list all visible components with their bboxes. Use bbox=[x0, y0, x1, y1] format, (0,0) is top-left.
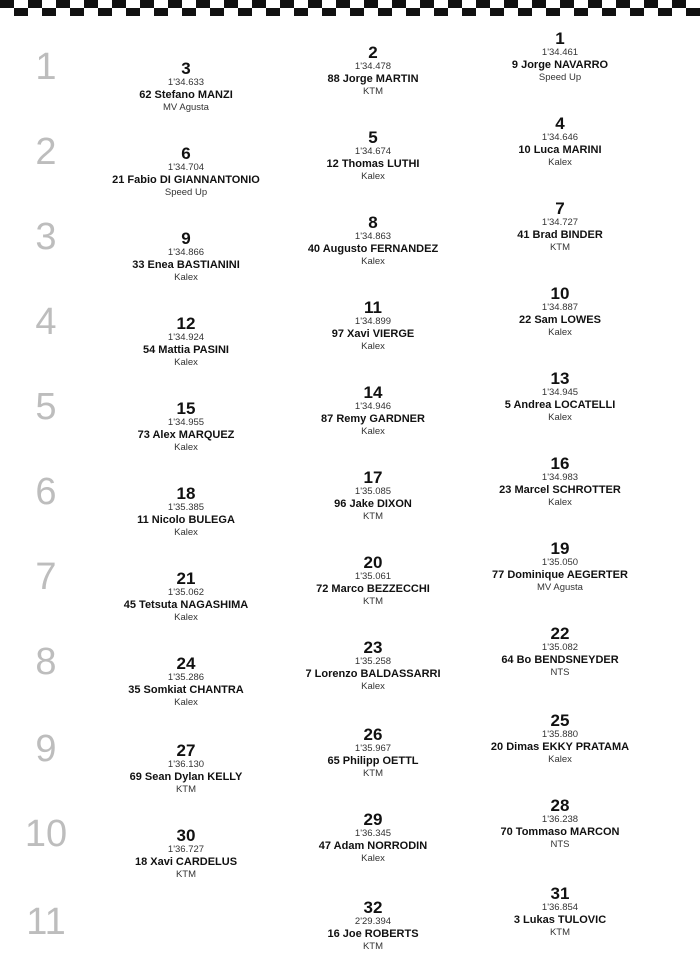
grid-row bbox=[0, 797, 700, 883]
lap-time: 1'34.863 bbox=[354, 231, 392, 242]
rider-name: 69 Sean Dylan KELLY bbox=[129, 770, 243, 783]
lap-time: 1'36.727 bbox=[167, 844, 205, 855]
grid-position: 4 bbox=[555, 114, 565, 133]
rider-name: 88 Jorge MARTIN bbox=[327, 72, 419, 85]
rider-name: 54 Mattia PASINI bbox=[143, 343, 229, 356]
grid-slot bbox=[460, 455, 660, 507]
grid-row bbox=[0, 712, 700, 798]
rider-name: 23 Marcel SCHROTTER bbox=[499, 483, 621, 496]
lap-time: 1'34.478 bbox=[354, 61, 392, 72]
team-name: KTM bbox=[362, 510, 384, 522]
grid-position: 27 bbox=[176, 741, 196, 760]
grid-position: 22 bbox=[550, 624, 570, 643]
lap-time: 1'35.050 bbox=[541, 557, 579, 568]
team-name: Kalex bbox=[548, 411, 572, 423]
rider-name: 77 Dominique AEGERTER bbox=[492, 568, 628, 581]
grid-position: 8 bbox=[368, 213, 378, 232]
rider-name: 40 Augusto FERNANDEZ bbox=[307, 242, 439, 255]
grid-position: 23 bbox=[363, 638, 383, 657]
grid-slot bbox=[460, 797, 660, 849]
lap-time: 1'34.866 bbox=[167, 247, 205, 258]
lap-time: 1'34.646 bbox=[541, 132, 579, 143]
grid-row-number: 10 bbox=[24, 813, 68, 855]
rider-name: 73 Alex MARQUEZ bbox=[137, 428, 235, 441]
lap-time: 1'34.704 bbox=[167, 162, 205, 173]
grid-slot bbox=[86, 742, 286, 794]
grid-row-number: 8 bbox=[35, 641, 57, 683]
team-name: Kalex bbox=[361, 170, 385, 182]
team-name: Kalex bbox=[548, 326, 572, 338]
grid-position: 25 bbox=[550, 711, 570, 730]
lap-time: 1'34.727 bbox=[541, 217, 579, 228]
team-name: Kalex bbox=[174, 526, 198, 538]
team-name: Kalex bbox=[361, 852, 385, 864]
grid-row-number: 4 bbox=[35, 301, 57, 343]
team-name: Kalex bbox=[361, 425, 385, 437]
rider-name: 10 Luca MARINI bbox=[518, 143, 602, 156]
grid-slot bbox=[273, 384, 473, 436]
rider-name: 72 Marco BEZZECCHI bbox=[316, 582, 430, 595]
grid-position: 12 bbox=[176, 314, 196, 333]
grid-slot bbox=[273, 44, 473, 96]
team-name: MV Agusta bbox=[537, 581, 583, 593]
grid-slot bbox=[273, 214, 473, 266]
grid-slot bbox=[273, 811, 473, 863]
team-name: NTS bbox=[550, 666, 570, 678]
grid-slot bbox=[460, 115, 660, 167]
grid-position: 14 bbox=[363, 383, 383, 402]
grid-row-number: 7 bbox=[35, 556, 57, 598]
rider-name: 7 Lorenzo BALDASSARRI bbox=[305, 667, 441, 680]
team-name: Kalex bbox=[174, 611, 198, 623]
grid-slot bbox=[460, 885, 660, 937]
grid-position: 1 bbox=[555, 29, 565, 48]
grid-position: 15 bbox=[176, 399, 196, 418]
team-name: Kalex bbox=[548, 753, 572, 765]
grid-slot bbox=[86, 400, 286, 452]
grid-slot bbox=[460, 285, 660, 337]
rider-name: 96 Jake DIXON bbox=[334, 497, 412, 510]
grid-slot bbox=[460, 625, 660, 677]
grid-slot bbox=[273, 726, 473, 778]
lap-time: 1'36.854 bbox=[541, 902, 579, 913]
team-name: KTM bbox=[175, 783, 197, 795]
grid-slot bbox=[460, 30, 660, 82]
grid-slot bbox=[86, 315, 286, 367]
lap-time: 1'34.946 bbox=[354, 401, 392, 412]
grid-position: 3 bbox=[181, 59, 191, 78]
lap-time: 1'36.238 bbox=[541, 814, 579, 825]
lap-time: 1'35.880 bbox=[541, 729, 579, 740]
rider-name: 41 Brad BINDER bbox=[517, 228, 603, 241]
grid-position: 10 bbox=[550, 284, 570, 303]
lap-time: 1'36.130 bbox=[167, 759, 205, 770]
team-name: KTM bbox=[362, 767, 384, 779]
team-name: KTM bbox=[362, 595, 384, 607]
checkered-flag-banner bbox=[0, 0, 700, 16]
grid-position: 31 bbox=[550, 884, 570, 903]
grid-slot bbox=[273, 469, 473, 521]
team-name: KTM bbox=[362, 940, 384, 952]
lap-time: 1'34.945 bbox=[541, 387, 579, 398]
grid-position: 19 bbox=[550, 539, 570, 558]
grid-slot bbox=[86, 60, 286, 112]
grid-row bbox=[0, 370, 700, 456]
grid-row-number: 3 bbox=[35, 216, 57, 258]
team-name: Kalex bbox=[548, 156, 572, 168]
team-name: Kalex bbox=[174, 356, 198, 368]
grid-position: 6 bbox=[181, 144, 191, 163]
lap-time: 1'35.085 bbox=[354, 486, 392, 497]
rider-name: 18 Xavi CARDELUS bbox=[134, 855, 238, 868]
grid-row-number: 5 bbox=[35, 386, 57, 428]
grid-slot bbox=[273, 299, 473, 351]
rider-name: 11 Nicolo BULEGA bbox=[137, 513, 235, 526]
team-name: Kalex bbox=[174, 441, 198, 453]
lap-time: 1'35.967 bbox=[354, 743, 392, 754]
team-name: KTM bbox=[549, 241, 571, 253]
grid-position: 29 bbox=[363, 810, 383, 829]
lap-time: 1'35.061 bbox=[354, 571, 392, 582]
rider-name: 3 Lukas TULOVIC bbox=[513, 913, 607, 926]
team-name: NTS bbox=[550, 838, 570, 850]
grid-row bbox=[0, 540, 700, 626]
team-name: KTM bbox=[362, 85, 384, 97]
grid-row-number: 9 bbox=[35, 728, 57, 770]
rider-name: 47 Adam NORRODIN bbox=[318, 839, 428, 852]
grid-position: 24 bbox=[176, 655, 196, 673]
grid-position: 17 bbox=[363, 468, 383, 487]
team-name: Kalex bbox=[361, 340, 385, 352]
lap-time: 1'34.887 bbox=[541, 302, 579, 313]
grid-position: 11 bbox=[364, 298, 382, 317]
grid-slot bbox=[86, 145, 286, 197]
team-name: Kalex bbox=[174, 696, 198, 708]
team-name: Speed Up bbox=[538, 71, 582, 83]
grid-position: 21 bbox=[176, 569, 196, 588]
lap-time: 1'35.286 bbox=[167, 672, 205, 683]
lap-time: 1'34.633 bbox=[167, 77, 205, 88]
grid-position: 13 bbox=[550, 369, 570, 388]
grid-position: 28 bbox=[550, 796, 570, 815]
grid-position: 7 bbox=[555, 199, 565, 218]
lap-time: 1'35.082 bbox=[541, 642, 579, 653]
lap-time: 2'29.394 bbox=[354, 916, 392, 927]
lap-time: 1'34.924 bbox=[167, 332, 205, 343]
grid-position: 18 bbox=[176, 484, 196, 503]
grid-position: 32 bbox=[363, 898, 383, 917]
rider-name: 97 Xavi VIERGE bbox=[331, 327, 415, 340]
grid-position: 30 bbox=[176, 826, 196, 845]
rider-name: 9 Jorge NAVARRO bbox=[511, 58, 609, 71]
rider-name: 20 Dimas EKKY PRATAMA bbox=[490, 740, 630, 753]
rider-name: 70 Tommaso MARCON bbox=[500, 825, 620, 838]
grid-slot bbox=[273, 639, 473, 691]
lap-time: 1'35.258 bbox=[354, 656, 392, 667]
grid-slot bbox=[460, 200, 660, 252]
team-name: MV Agusta bbox=[163, 101, 209, 113]
rider-name: 35 Somkiat CHANTRA bbox=[128, 683, 244, 696]
grid-slot bbox=[273, 129, 473, 181]
grid-row-number: 6 bbox=[35, 471, 57, 513]
grid-row-number: 11 bbox=[26, 901, 66, 943]
lap-time: 1'35.385 bbox=[167, 502, 205, 513]
lap-time: 1'34.674 bbox=[354, 146, 392, 157]
grid-slot bbox=[86, 827, 286, 879]
grid-position: 5 bbox=[368, 128, 378, 147]
grid-slot bbox=[86, 485, 286, 537]
rider-name: 87 Remy GARDNER bbox=[321, 412, 425, 425]
rider-name: 45 Tetsuta NAGASHIMA bbox=[123, 598, 249, 611]
lap-time: 1'34.899 bbox=[354, 316, 392, 327]
rider-name: 12 Thomas LUTHI bbox=[326, 157, 420, 170]
lap-time: 1'34.955 bbox=[167, 417, 205, 428]
rider-name: 33 Enea BASTIANINI bbox=[132, 258, 240, 271]
rider-name: 5 Andrea LOCATELLI bbox=[504, 398, 616, 411]
grid-row bbox=[0, 455, 700, 541]
grid-slot bbox=[86, 230, 286, 282]
lap-time: 1'34.461 bbox=[541, 47, 579, 58]
grid-slot bbox=[86, 655, 286, 713]
grid-row bbox=[0, 285, 700, 371]
lap-time: 1'34.983 bbox=[541, 472, 579, 483]
grid-position: 26 bbox=[363, 725, 383, 744]
team-name: Kalex bbox=[174, 271, 198, 283]
lap-time: 1'35.062 bbox=[167, 587, 205, 598]
grid-slot bbox=[86, 570, 286, 622]
grid-row bbox=[0, 625, 700, 711]
grid-position: 2 bbox=[368, 43, 378, 62]
rider-name: 65 Philipp OETTL bbox=[327, 754, 419, 767]
grid-row bbox=[0, 30, 700, 116]
rider-name: 22 Sam LOWES bbox=[519, 313, 601, 326]
grid-slot bbox=[273, 554, 473, 606]
lap-time: 1'36.345 bbox=[354, 828, 392, 839]
team-name: Kalex bbox=[361, 680, 385, 692]
grid-position: 9 bbox=[181, 229, 191, 248]
grid-row-number: 2 bbox=[35, 131, 57, 173]
grid-slot bbox=[273, 899, 473, 951]
grid-slot bbox=[460, 370, 660, 422]
team-name: KTM bbox=[175, 868, 197, 880]
team-name: Kalex bbox=[361, 255, 385, 267]
grid-slot bbox=[460, 540, 660, 592]
rider-name: 64 Bo BENDSNEYDER bbox=[501, 653, 619, 666]
grid-position: 20 bbox=[363, 553, 383, 572]
team-name: KTM bbox=[549, 926, 571, 938]
team-name: Speed Up bbox=[164, 186, 208, 198]
rider-name: 62 Stefano MANZI bbox=[139, 88, 233, 101]
rider-name: 21 Fabio DI GIANNANTONIO bbox=[112, 173, 260, 186]
rider-name: 16 Joe ROBERTS bbox=[327, 927, 419, 940]
grid-position: 16 bbox=[550, 454, 570, 473]
grid-slot bbox=[460, 712, 660, 764]
grid-row-number: 1 bbox=[35, 46, 57, 88]
grid-row bbox=[0, 115, 700, 201]
grid-row bbox=[0, 885, 700, 971]
team-name: Kalex bbox=[548, 496, 572, 508]
grid-row bbox=[0, 200, 700, 286]
